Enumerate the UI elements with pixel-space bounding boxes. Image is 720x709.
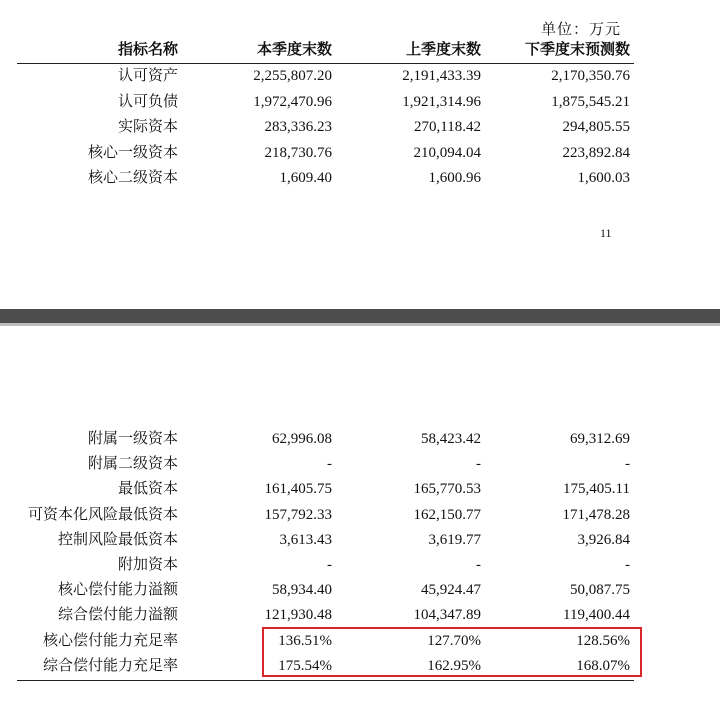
row-label: 附属二级资本 xyxy=(87,456,178,473)
value-next-quarter-forecast: 168.07% xyxy=(576,657,630,674)
row-label: 实际资本 xyxy=(117,119,178,135)
value-previous-quarter: 210,094.04 xyxy=(413,144,481,161)
row-label: 附加资本 xyxy=(117,557,178,573)
value-next-quarter-forecast: 50,087.75 xyxy=(570,582,630,599)
value-previous-quarter: - xyxy=(476,557,481,573)
value-next-quarter-forecast: 171,478.28 xyxy=(562,506,630,523)
value-current-quarter: - xyxy=(327,557,332,573)
value-next-quarter-forecast: 223,892.84 xyxy=(562,144,630,161)
row-label: 核心偿付能力充足率 xyxy=(42,632,178,649)
row-label: 最低资本 xyxy=(117,481,178,498)
header-rule xyxy=(17,63,634,64)
value-previous-quarter: 1,600.96 xyxy=(428,170,481,186)
page-break-shadow xyxy=(0,323,720,326)
value-current-quarter: 161,405.75 xyxy=(264,481,332,498)
value-previous-quarter: 1,921,314.96 xyxy=(402,93,481,110)
value-current-quarter: 157,792.33 xyxy=(264,506,332,523)
value-current-quarter: 136.51% xyxy=(278,632,332,649)
row-label: 核心二级资本 xyxy=(87,170,178,186)
value-next-quarter-forecast: 1,875,545.21 xyxy=(551,93,630,110)
header-current-quarter: 本季度末数 xyxy=(256,42,332,58)
value-next-quarter-forecast: - xyxy=(625,456,630,473)
value-previous-quarter: 162,150.77 xyxy=(413,506,481,523)
value-next-quarter-forecast: - xyxy=(625,557,630,573)
value-previous-quarter: 2,191,433.39 xyxy=(402,68,481,84)
value-previous-quarter: 162.95% xyxy=(427,657,481,674)
value-next-quarter-forecast: 2,170,350.76 xyxy=(551,68,630,84)
value-next-quarter-forecast: 128.56% xyxy=(576,632,630,649)
row-label: 综合偿付能力充足率 xyxy=(42,657,178,674)
value-next-quarter-forecast: 119,400.44 xyxy=(563,607,630,624)
row-label: 核心偿付能力溢额 xyxy=(57,582,178,599)
value-previous-quarter: 3,619.77 xyxy=(428,531,481,548)
header-previous-quarter: 上季度末数 xyxy=(405,42,481,58)
value-previous-quarter: 45,924.47 xyxy=(421,582,481,599)
value-current-quarter: 3,613.43 xyxy=(279,531,332,548)
table-bottom-rule xyxy=(17,680,634,681)
value-next-quarter-forecast: 1,600.03 xyxy=(577,170,630,186)
row-label: 附属一级资本 xyxy=(87,431,178,447)
value-previous-quarter: 127.70% xyxy=(427,632,481,649)
value-previous-quarter: 58,423.42 xyxy=(421,431,481,447)
value-previous-quarter: 270,118.42 xyxy=(414,119,481,135)
value-current-quarter: - xyxy=(327,456,332,473)
header-next-quarter-forecast: 下季度末预测数 xyxy=(524,42,630,58)
value-current-quarter: 121,930.48 xyxy=(264,607,332,624)
row-label: 认可负债 xyxy=(117,93,178,110)
page-number: 11 xyxy=(600,226,612,240)
row-label: 控制风险最低资本 xyxy=(57,531,178,548)
row-label: 核心一级资本 xyxy=(87,144,178,161)
row-label: 认可资产 xyxy=(117,68,178,84)
value-current-quarter: 62,996.08 xyxy=(272,431,332,447)
value-previous-quarter: 165,770.53 xyxy=(413,481,481,498)
value-previous-quarter: - xyxy=(476,456,481,473)
value-current-quarter: 1,609.40 xyxy=(279,170,332,186)
value-next-quarter-forecast: 3,926.84 xyxy=(577,531,630,548)
row-label: 综合偿付能力溢额 xyxy=(57,607,178,624)
row-label: 可资本化风险最低资本 xyxy=(27,506,178,523)
value-next-quarter-forecast: 175,405.11 xyxy=(563,481,630,498)
value-next-quarter-forecast: 294,805.55 xyxy=(562,119,630,135)
value-current-quarter: 58,934.40 xyxy=(272,582,332,599)
value-next-quarter-forecast: 69,312.69 xyxy=(570,431,630,447)
value-previous-quarter: 104,347.89 xyxy=(413,607,481,624)
solvency-ratio-highlight-box xyxy=(262,627,642,677)
header-indicator-name: 指标名称 xyxy=(117,42,178,58)
value-current-quarter: 283,336.23 xyxy=(264,119,332,135)
value-current-quarter: 2,255,807.20 xyxy=(253,68,332,84)
value-current-quarter: 1,972,470.96 xyxy=(253,93,332,110)
page-break-bar xyxy=(0,309,720,323)
value-current-quarter: 175.54% xyxy=(278,657,332,674)
value-current-quarter: 218,730.76 xyxy=(264,144,332,161)
unit-label: 单位：万元 xyxy=(540,22,621,38)
